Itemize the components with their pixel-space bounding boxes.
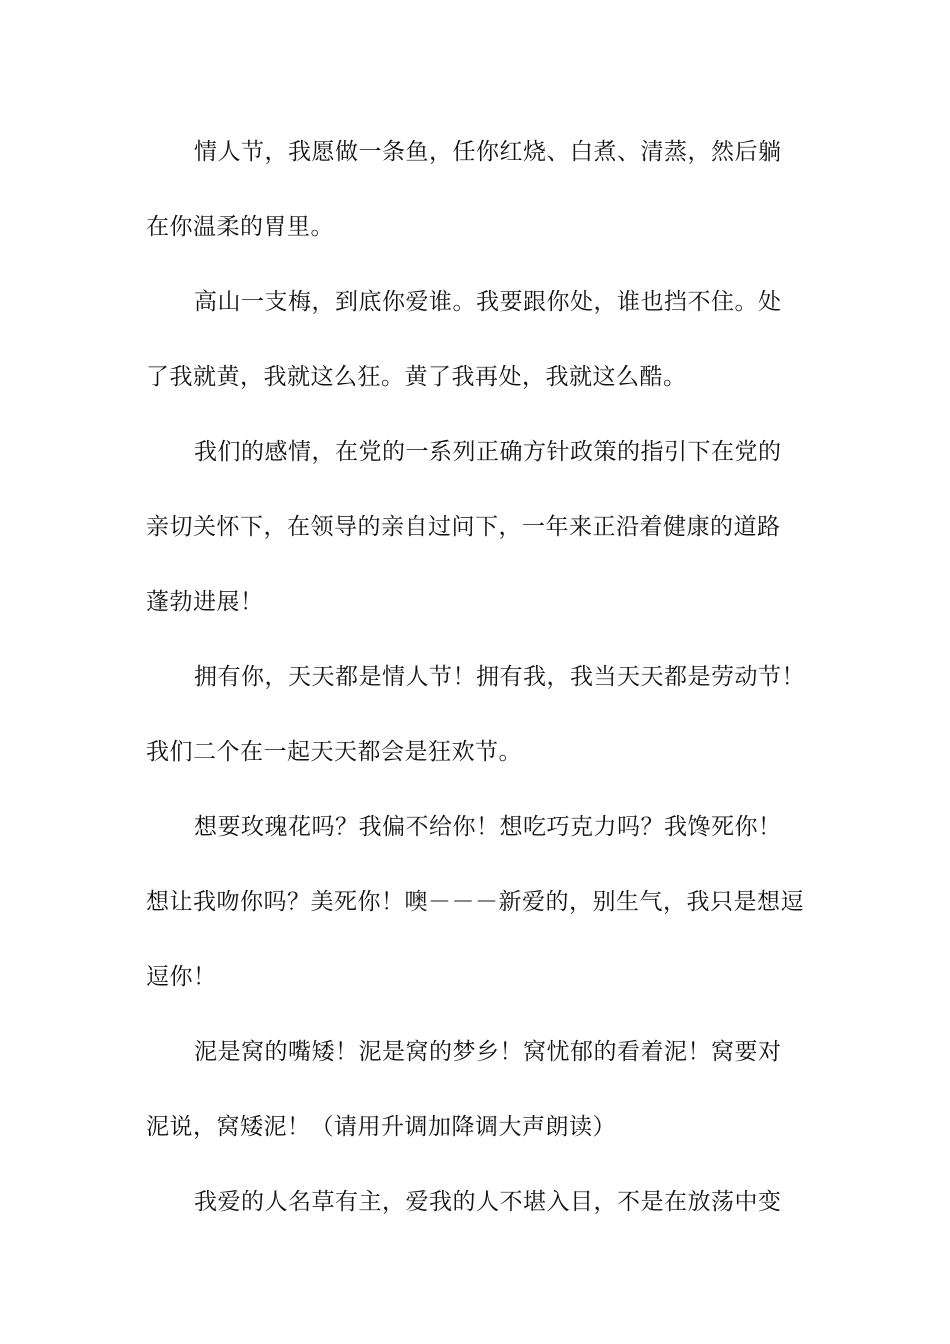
paragraph-6 xyxy=(146,1028,812,1178)
paragraph-7 xyxy=(146,1178,812,1253)
paragraph-line: 了我就黄，我就这么狂。黄了我再处，我就这么酷。 xyxy=(146,364,687,390)
paragraph-line: 拥有你，天天都是情人节！拥有我，我当天天都是劳动节！ xyxy=(194,664,805,690)
paragraph-4 xyxy=(146,653,812,803)
document-body xyxy=(146,128,812,1253)
paragraph-line: 逗你！ xyxy=(146,964,217,990)
paragraph-line: 情人节，我愿做一条鱼，任你红烧、白煮、清蒸，然后躺 xyxy=(194,139,782,165)
paragraph-line: 想要玫瑰花吗？我偏不给你！想吃巧克力吗？我馋死你！ xyxy=(194,814,782,840)
paragraph-2 xyxy=(146,278,812,428)
paragraph-1 xyxy=(146,128,812,278)
paragraph-line: 泥说，窝矮泥！（请用升调加降调大声朗读） xyxy=(146,1114,616,1140)
paragraph-3 xyxy=(146,428,812,653)
paragraph-5 xyxy=(146,803,812,1028)
paragraph-line: 想让我吻你吗？美死你！噢－－－新爱的，别生气，我只是想逗 xyxy=(146,889,804,915)
paragraph-line: 高山一支梅，到底你爱谁。我要跟你处，谁也挡不住。处 xyxy=(194,289,782,315)
paragraph-line: 亲切关怀下，在领导的亲自过问下，一年来正沿着健康的道路 xyxy=(146,514,781,540)
paragraph-line: 我爱的人名草有主，爱我的人不堪入目，不是在放荡中变 xyxy=(194,1189,782,1215)
paragraph-line: 泥是窝的嘴矮！泥是窝的梦乡！窝忧郁的看着泥！窝要对 xyxy=(194,1039,782,1065)
paragraph-line: 我们的感情，在党的一系列正确方针政策的指引下在党的 xyxy=(194,439,782,465)
paragraph-line: 在你温柔的胃里。 xyxy=(146,214,334,240)
paragraph-line: 蓬勃进展！ xyxy=(146,589,264,615)
paragraph-line: 我们二个在一起天天都会是狂欢节。 xyxy=(146,739,522,765)
